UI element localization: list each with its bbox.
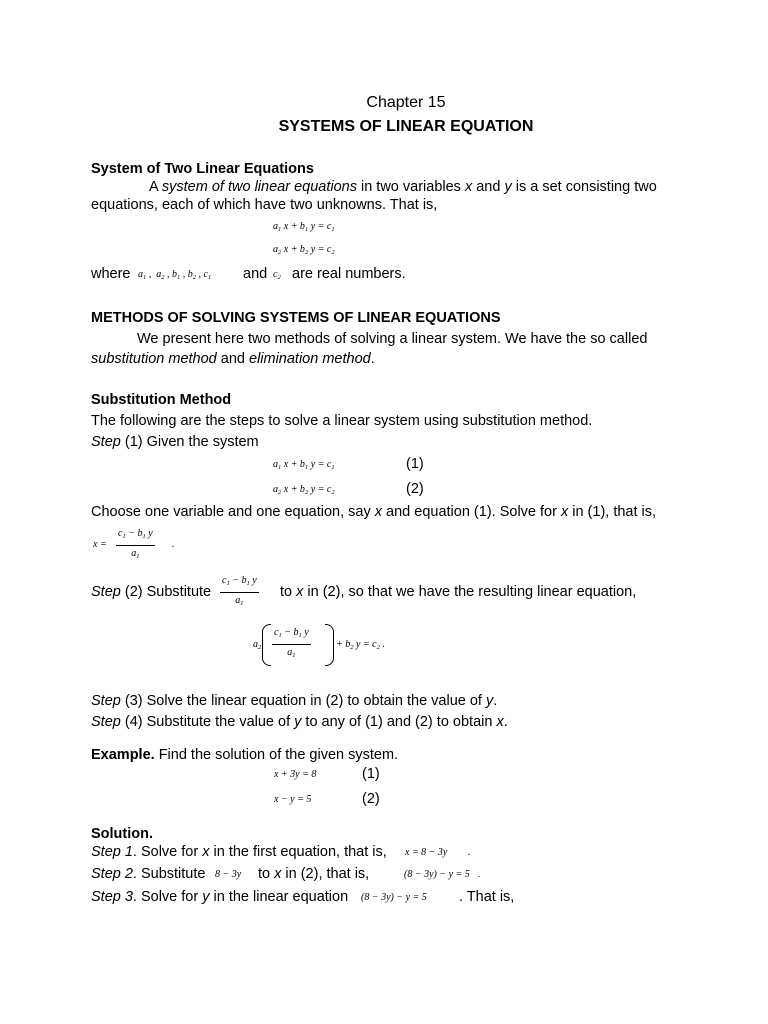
paragraph-methods: We present here two methods of solving a linear system. We have the so called xyxy=(137,331,648,347)
equation-general-1: $a_1$ $x + b_1$ $y = c_1$ xyxy=(273,221,335,233)
period-mark: . xyxy=(468,847,471,858)
example-statement: Example. Find the solution of the given system. xyxy=(91,747,399,763)
example-equation-1: x + 3y = 8 xyxy=(274,769,317,780)
step-2-cont: to x in (2), so that we have the resulting linear equation, xyxy=(280,584,637,600)
right-paren xyxy=(325,624,334,666)
system-equation-2: $a_2$ $x + b_2$ $y = c_2$ xyxy=(273,484,335,496)
substitution-intro: The following are the steps to solve a linear system using substitution method. xyxy=(91,413,593,429)
solution-step-1-equation: x = 8 − 3y xyxy=(405,847,448,858)
example-equation-2: x − y = 5 xyxy=(274,794,312,805)
paragraph-definition: A system of two linear equations in two variables x and y is a set consisting two xyxy=(149,179,657,195)
section-heading-methods: METHODS OF SOLVING SYSTEMS OF LINEAR EQUATIONS xyxy=(91,310,501,326)
solution-step-3-end: . That is, xyxy=(459,889,515,905)
solution-step-2-expression: 8 − 3y xyxy=(215,869,242,880)
fraction-resulting: $c_1 - b_1$ y $a_1$ xyxy=(274,627,309,659)
period-mark: . xyxy=(478,869,481,880)
example-label-2: (2) xyxy=(362,791,380,807)
solution-step-3-equation: (8 − 3y) − y = 5 xyxy=(361,892,427,903)
where-word: where xyxy=(91,266,131,282)
step-4: Step (4) Substitute the value of y to any of (1) and (2) to obtain x. xyxy=(91,714,508,730)
example-label-1: (1) xyxy=(362,766,380,782)
left-paren xyxy=(262,624,271,666)
period-mark: . xyxy=(172,539,175,550)
section-heading-substitution: Substitution Method xyxy=(91,392,232,408)
a2-coefficient: $a_2$ xyxy=(253,639,262,651)
solution-step-2-cont: to x in (2), that is, xyxy=(258,866,370,882)
section-heading-two-linear: System of Two Linear Equations xyxy=(91,161,314,177)
system-equation-1: $a_1$ $x + b_1$ $y = c_1$ xyxy=(273,459,335,471)
equation-label-2: (2) xyxy=(406,481,424,497)
solution-step-3: Step 3. Solve for y in the linear equation xyxy=(91,889,349,905)
resulting-equation-tail: + $b_2$ $y = c_2$ . xyxy=(336,639,385,651)
paragraph-methods-cont: substitution method and elimination method. xyxy=(91,351,375,367)
solution-step-2: Step 2. Substitute xyxy=(91,866,206,882)
equation-label-1: (1) xyxy=(406,456,424,472)
solution-step-2-equation: (8 − 3y) − y = 5 xyxy=(404,869,470,880)
choose-variable-text: Choose one variable and one equation, say x and equation (1). Solve for x in (1), that is, xyxy=(91,504,657,520)
where-and: and xyxy=(243,266,268,282)
coefficient-list: $a_1$ , $a_2$ , $b_1$ , $b_2$ , $c_1$ xyxy=(138,269,212,281)
fraction-x-solution: $c_1 - b_1$ y $a_1$ xyxy=(118,528,153,560)
chapter-title: Chapter 15 xyxy=(366,94,446,111)
where-end: are real numbers. xyxy=(292,266,406,282)
solution-label: Solution. xyxy=(91,826,154,842)
x-equals: x = xyxy=(93,539,107,550)
step-3: Step (3) Solve the linear equation in (2) to obtain the value of y. xyxy=(91,693,498,709)
equation-general-2: $a_2$ $x + b_2$ $y = c_2$ xyxy=(273,244,335,256)
fraction-substitute: $c_1 - b_1$ y $a_1$ xyxy=(222,575,257,607)
coefficient-c2: $c_2$ xyxy=(273,269,281,281)
step-2: Step (2) Substitute xyxy=(91,584,212,600)
paragraph-definition-cont: equations, each of which have two unknowns. That is, xyxy=(91,197,438,213)
step-1: Step (1) Given the system xyxy=(91,434,259,450)
solution-step-1: Step 1. Solve for x in the first equation, that is, xyxy=(91,844,387,860)
chapter-subtitle: SYSTEMS OF LINEAR EQUATION xyxy=(278,118,534,135)
